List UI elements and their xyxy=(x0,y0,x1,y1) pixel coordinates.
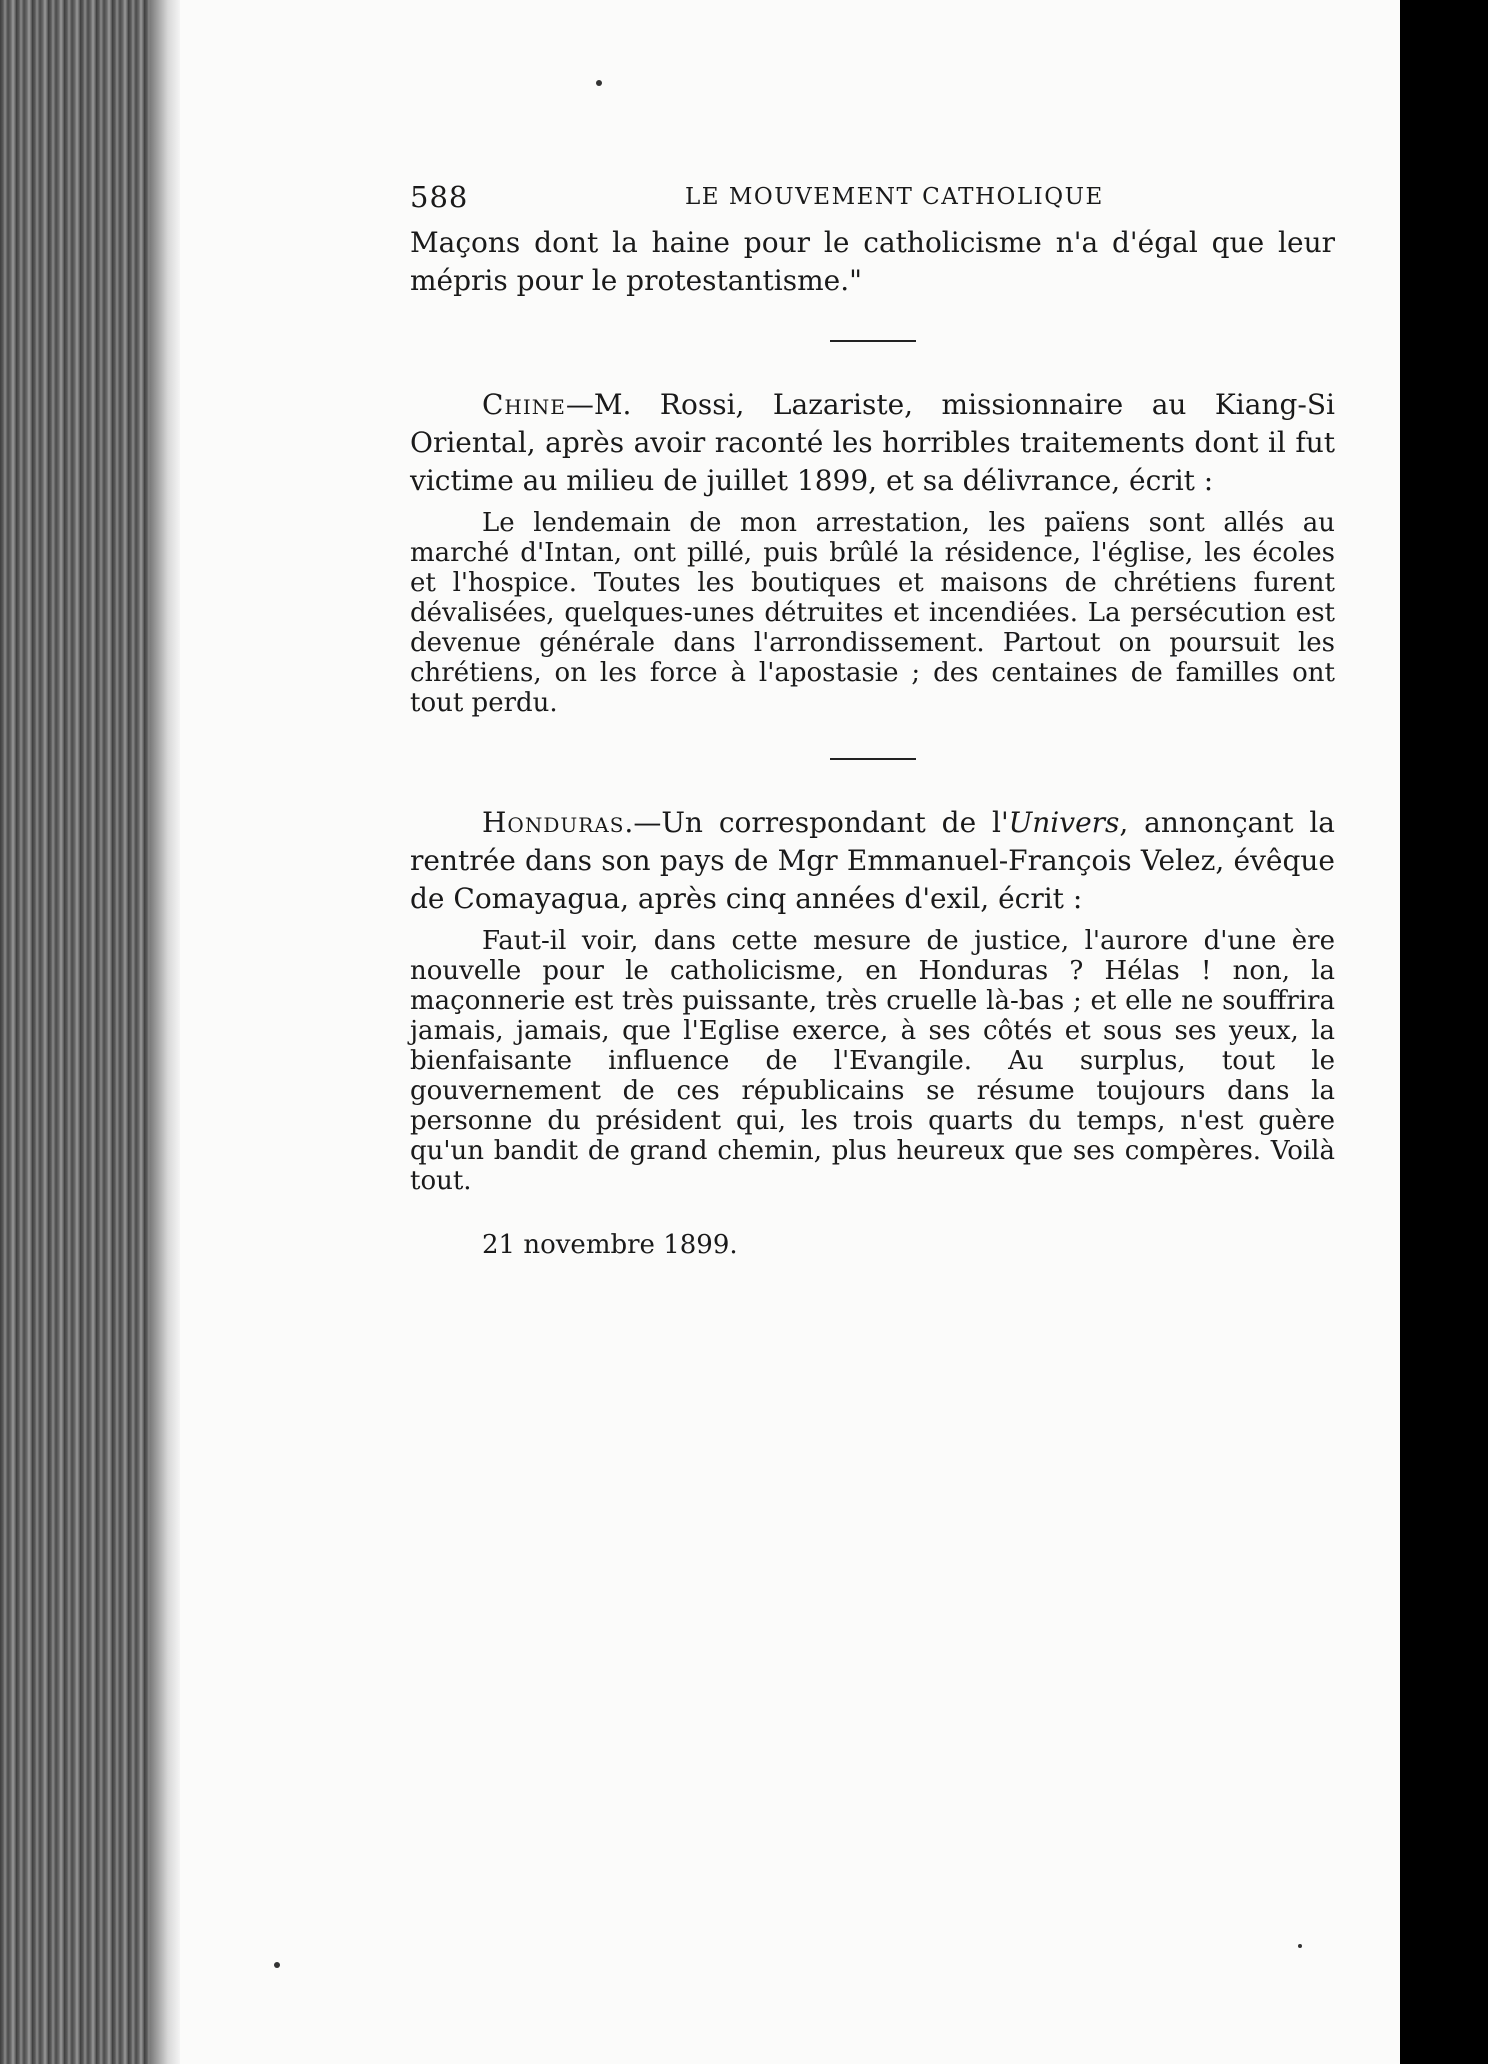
honduras-quote: Faut-il voir, dans cette mesure de justice, l'aurore d'une ère nouvelle pour le catholicisme, en Honduras ? Hélas ! non, la maçonnerie est très puissante, très cruelle là-bas ; et elle ne souffrira jamais, jamais, que l'Eglise exerce, à ses côtés et sous ses yeux, la bienfaisante influence de l'Evangile. Au surplus, tout le gouvernement de ces républicains se résume toujours dans la personne du président qui, les trois quarts du temps, n'est guère qu'un bandit de grand chemin, plus heureux que ses compères. Voilà tout. xyxy=(410,926,1335,1196)
paper-speck xyxy=(274,1962,280,1968)
honduras-intro-paragraph xyxy=(410,804,1335,918)
continuation-paragraph: Maçons dont la haine pour le catholicisme n'a d'égal que leur mépris pour le protestantisme." xyxy=(410,226,1335,297)
chine-label: Chine xyxy=(482,388,566,421)
chine-intro-paragraph xyxy=(410,386,1335,500)
binding-shadow xyxy=(150,0,180,2064)
dateline: 21 novembre 1899. xyxy=(482,1230,738,1260)
honduras-newspaper-title: Univers xyxy=(1008,806,1120,839)
running-title: LE MOUVEMENT CATHOLIQUE xyxy=(685,184,1104,210)
paper-speck xyxy=(596,80,602,86)
honduras-label: Honduras xyxy=(482,806,625,839)
section-divider xyxy=(830,758,916,760)
honduras-intro-after: , annonçant la rentrée dans son pays de Mgr Emmanuel-François Velez, évêque de Comayagua, après cinq années d'exil, écrit : xyxy=(410,806,1335,915)
chine-quote: Le lendemain de mon arrestation, les païens sont allés au marché d'Intan, ont pillé, puis brûlé la résidence, l'église, les écoles et l'hospice. Toutes les boutiques et maisons de chrétiens furent dévalisées, quelques-unes détruites et incendiées. La persécution est devenue générale dans l'arrondissement. Partout on poursuit les chrétiens, on les force à l'apostasie ; des centaines de familles ont tout perdu. xyxy=(410,508,1335,718)
chine-intro-text: —M. Rossi, Lazariste, missionnaire au Kiang-Si Oriental, après avoir raconté les horribles traitements dont il fut victime au milieu de juillet 1899, et sa délivrance, écrit : xyxy=(410,388,1335,497)
page-number: 588 xyxy=(410,180,469,214)
scan-background xyxy=(1400,0,1488,2064)
honduras-intro-before: .—Un correspondant de l' xyxy=(624,806,1009,839)
paper-speck xyxy=(1298,1944,1302,1948)
section-divider xyxy=(830,340,916,342)
page-text xyxy=(410,170,1335,1264)
running-head xyxy=(410,170,1335,220)
book-binding-edge xyxy=(0,0,168,2064)
